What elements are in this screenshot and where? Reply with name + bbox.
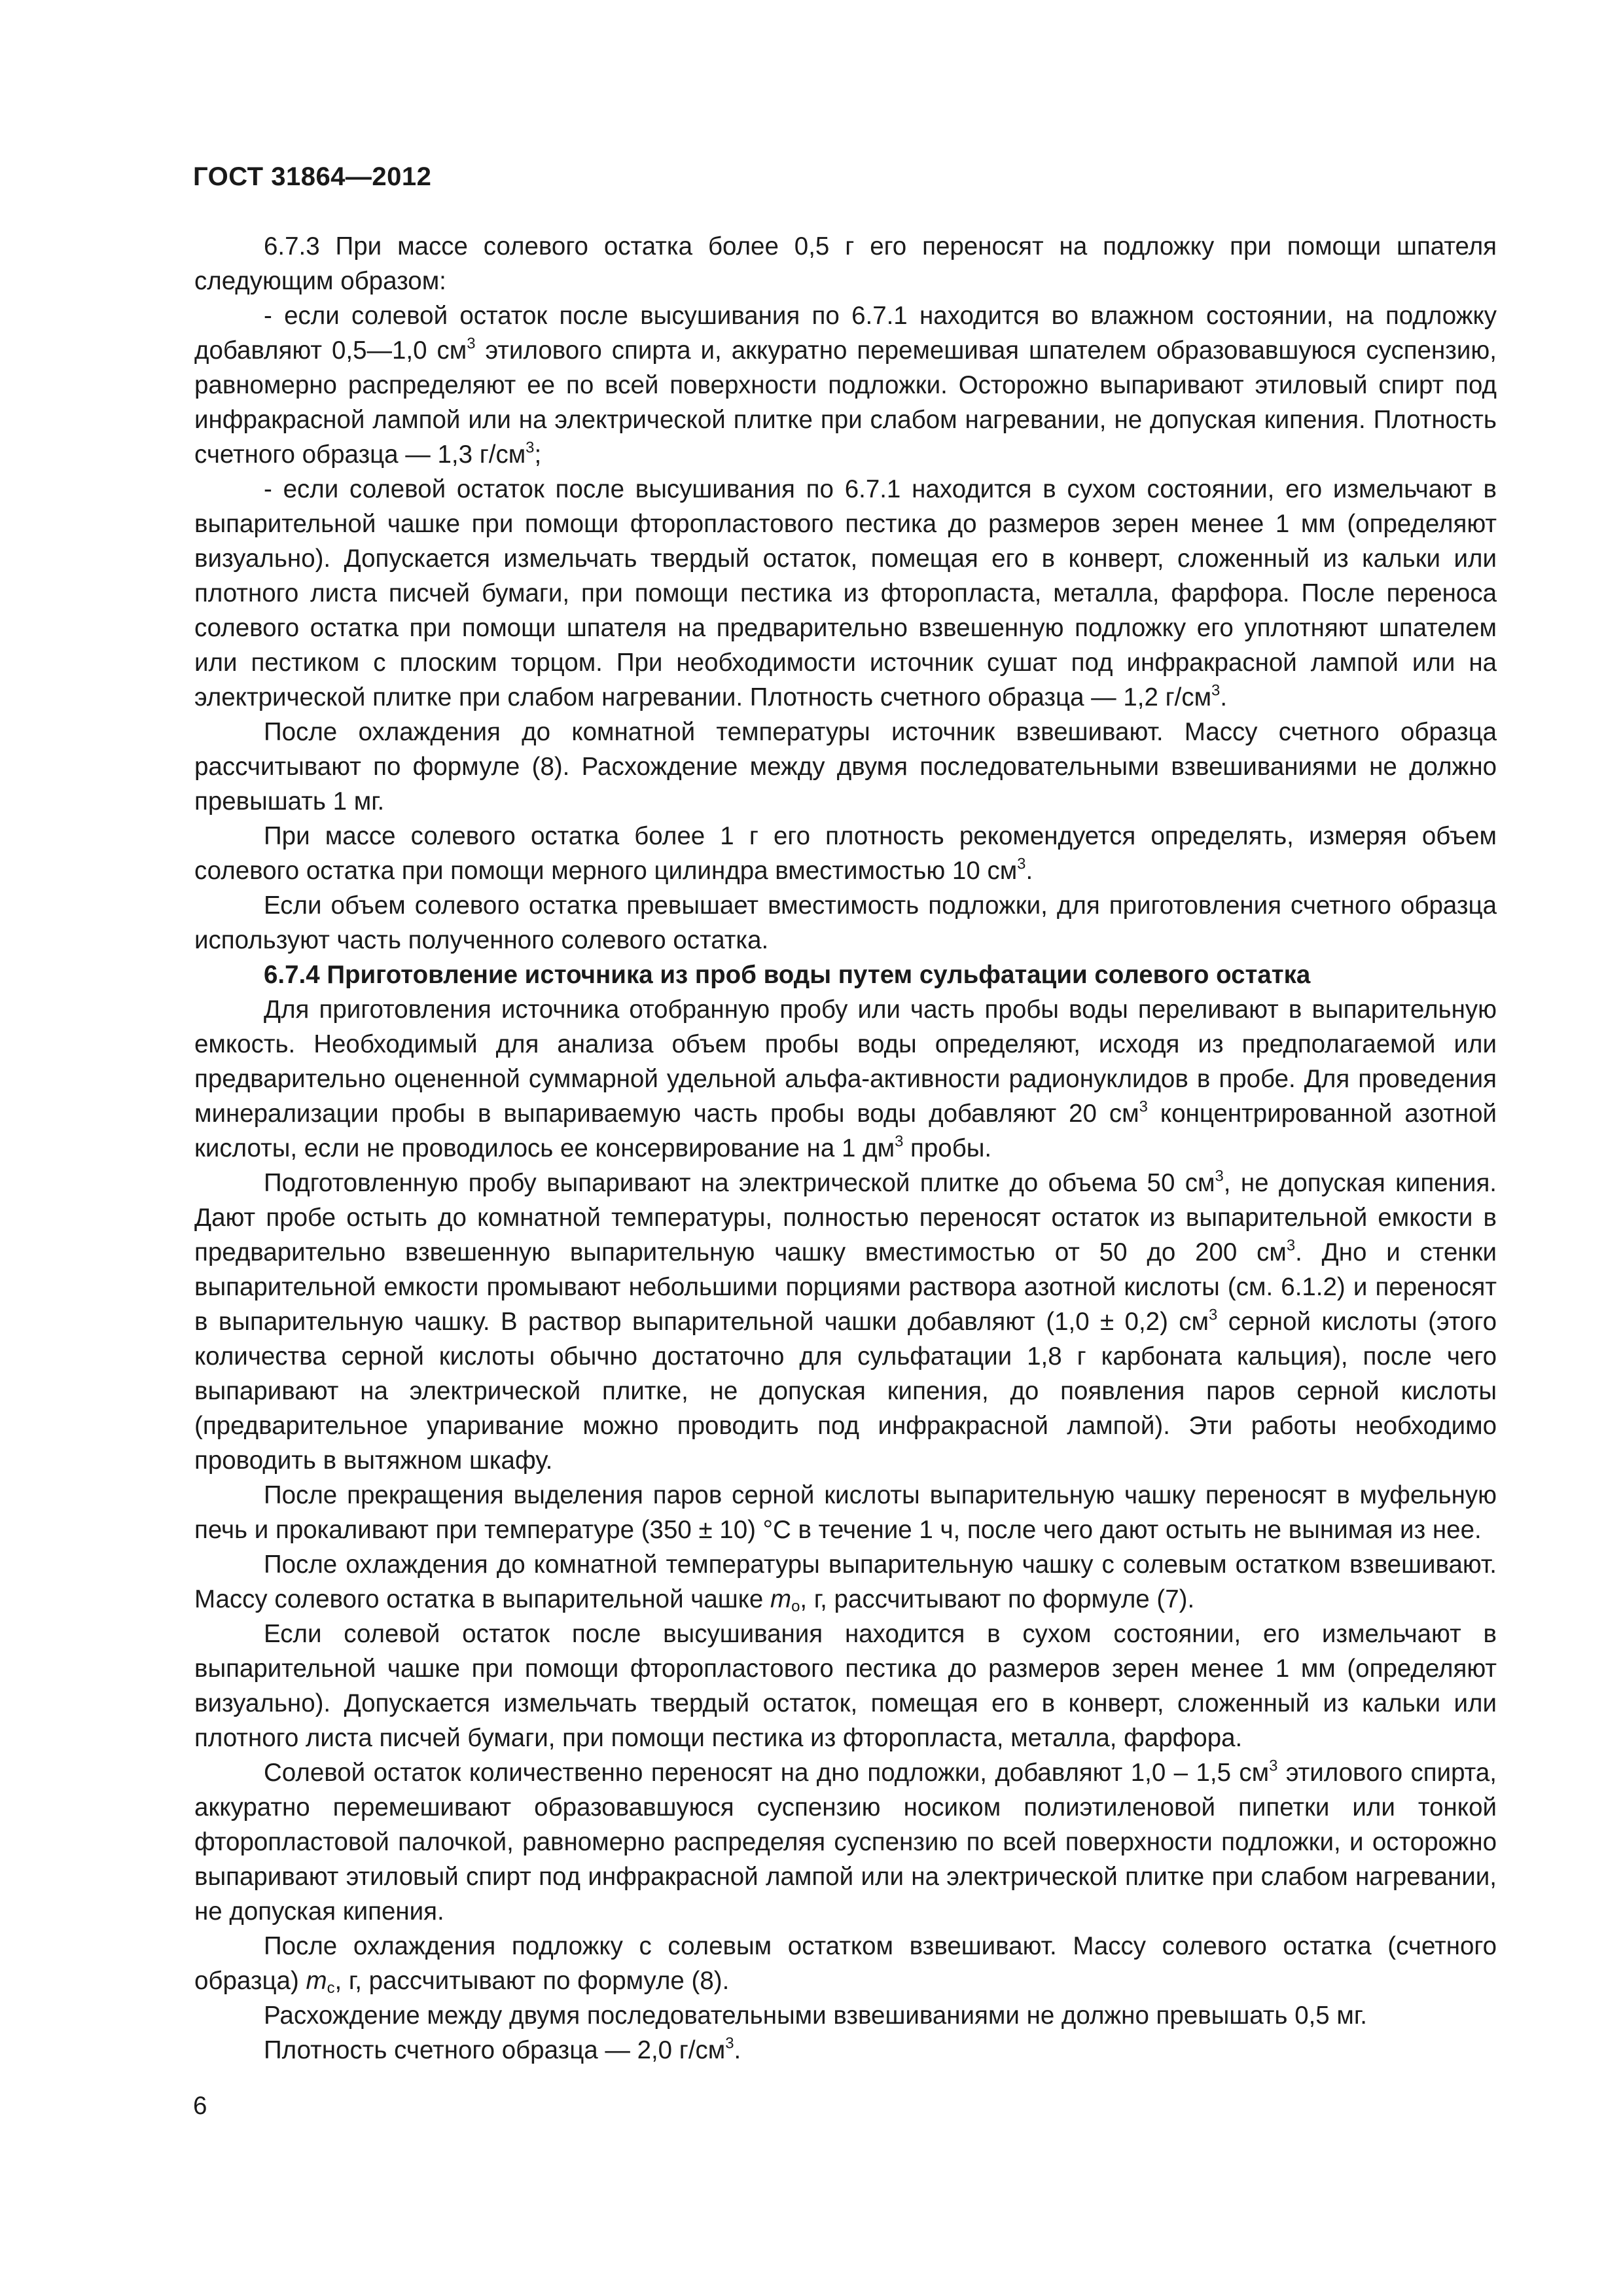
paragraph-volume-exceeds: Если объем солевого остатка превышает вместимость подложки, для приготовления счетного образца используют часть полученного солевого остатка.	[194, 891, 1497, 954]
paragraph-weighing-tolerance: Расхождение между двумя последовательными взвешиваниями не должно превышать 0,5 мг.	[264, 2001, 1367, 2030]
paragraph-transfer-substrate: Солевой остаток количественно переносят на дно подложки, добавляют 1,0 – 1,5 $см^3$ этилового спирта, аккуратно перемешивают образовавшуюся суспензию носиком полиэтиленовой пипетки или тонкой фторопластовой палочкой, равномерно распределяя суспензию по всей поверхности подложки, и осторожно выпаривают этиловый спирт под инфракрасной лампой или на электрической плитке при слабом нагревании, не допуская кипения.	[194, 1757, 1497, 1926]
page-number: 6	[193, 2092, 207, 2120]
paragraph-6-7-3: 6.7.3 При массе солевого остатка более 0,5 г его переносят на подложку при помощи шпателя следующим образом:	[194, 232, 1497, 295]
paragraph-cooling-weighing: После охлаждения до комнатной температуры источник взвешивают. Массу счетного образца рассчитывают по формуле (8). Расхождение между двумя последовательными взвешиваниями не должно превышать 1 мг.	[194, 718, 1497, 816]
paragraph-density-measure: При массе солевого остатка более 1 г его плотность рекомендуется определять, измеряя объем солевого остатка при помощи мерного цилиндра вместимостью 10 $см^3$.	[194, 822, 1497, 885]
paragraph-evaporation: Подготовленную пробу выпаривают на электрической плитке до объема 50 $см^3$, не допуская кипения. Дают пробе остыть до комнатной температуры, полностью переносят остаток из выпарительной емкости в предварительно взвешенную выпарительную чашку вместимостью от 50 до 200 $см^3$. Дно и стенки выпарительной емкости промывают небольшими порциями раствора азотной кислоты (см. 6.1.2) и переносят в выпарительную чашку. В раствор выпарительной чашки добавляют (1,0 ± 0,2) $см^3$ серной кислоты (этого количества серной кислоты обычно достаточно для сульфатации 1,8 г карбоната кальция), после чего выпаривают на электрической плитке, не допуская кипения, до появления паров серной кислоты (предварительное упаривание можно проводить под инфракрасной лампой). Эти работы необходимо проводить в вытяжном шкафу.	[194, 1167, 1497, 1475]
paragraph-final-density: Плотность счетного образца — 2,0 $г/см^3$.	[264, 2034, 741, 2064]
paragraph-wet-residue: - если солевой остаток после высушивания по 6.7.1 находится во влажном состоянии, на подложку добавляют 0,5—1,0 $см^3$ этилового спирта и, аккуратно перемешивая шпателем образовавшуюся суспензию, равномерно распределяют ее по всей поверхности подложки. Осторожно выпаривают этиловый спирт под инфракрасной лампой или на электрической плитке при слабом нагревании, не допуская кипения. Плотность счетного образца — 1,3 $г/см^3$;	[194, 302, 1497, 469]
paragraph-dry-residue: - если солевой остаток после высушивания по 6.7.1 находится в сухом состоянии, его измельчают в выпарительной чашке при помощи фторопластового пестика до размеров зерен менее 1 мм (определяют визуально). Допускается измельчать твердый остаток, помещая его в конверт, сложенный из кальки или плотного листа писчей бумаги, при помощи пестика из фторопласта, металла, фарфора. После переноса солевого остатка при помощи шпателя на предварительно взвешенную подложку его уплотняют шпателем или пестиком с плоским торцом. При необходимости источник сушат под инфракрасной лампой или на электрической плитке при слабом нагревании. Плотность счетного образца — 1,2 $г/см^3$.	[194, 475, 1497, 711]
standard-designation: ГОСТ 31864—2012	[193, 162, 432, 191]
section-heading-6-7-4: 6.7.4 Приготовление источника из проб воды путем сульфатации солевого остатка	[264, 961, 1311, 989]
paragraph-muffle-furnace: После прекращения выделения паров серной кислоты выпарительную чашку переносят в муфельную печь и прокаливают при температуре (350 ± 10) °С в течение 1 ч, после чего дают остыть не вынимая из нее.	[194, 1481, 1497, 1544]
document-body	[194, 229, 1497, 2068]
paragraph-source-preparation: Для приготовления источника отобранную пробу или часть пробы воды переливают в выпарительную емкость. Необходимый для анализа объем пробы воды определяют, исходя из предполагаемой или предварительно оцененной суммарной удельной альфа-активности радионуклидов в пробе. Для проведения минерализации пробы в выпариваемую часть пробы воды добавляют 20 $см^3$ концентрированной азотной кислоты, если не проводилось ее консервирование на 1 $дм^3$ пробы.	[194, 996, 1497, 1162]
paragraph-residue-mass-mc: После охлаждения подложку с солевым остатком взвешивают. Массу солевого остатка (счетного образца) $m_с$, г, рассчитывают по формуле (8).	[194, 1932, 1497, 1997]
paragraph-residue-mass-mo: После охлаждения до комнатной температуры выпарительную чашку с солевым остатком взвешивают. Массу солевого остатка в выпарительной чашке $m_о$, г, рассчитывают по формуле (7).	[194, 1551, 1497, 1615]
paragraph-dry-grinding: Если солевой остаток после высушивания находится в сухом состоянии, его измельчают в выпарительной чашке при помощи фторопластового пестика до размеров зерен менее 1 мм (определяют визуально). Допускается измельчать твердый остаток, помещая его в конверт, сложенный из кальки или плотного листа писчей бумаги, при помощи пестика из фторопласта, металла, фарфора.	[194, 1620, 1497, 1752]
